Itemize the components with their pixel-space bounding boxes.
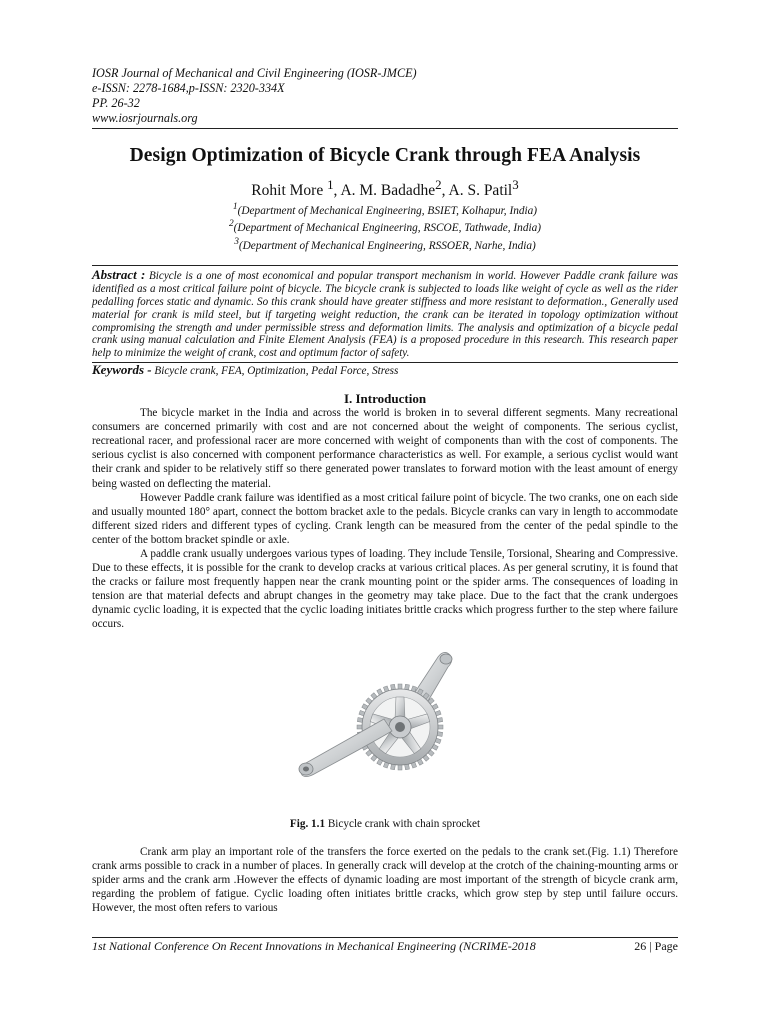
body-paragraph: A paddle crank usually undergoes various types of loading. They include Tensile, Torsional, Shearing and Compressive. Due to these effects, it is possible for the crank to develop cracks at various critical places. As per general scrutiny, it is found that the cracks or failure most frequently happen near the crank mounting point or the spider arms. The consequences of loading in tension are that material defects and abrupt changes in the geometry may take place. Due to the fact that the crank undergoes dynamic cyclic loading, it is expected that the cyclic loading initiates brittle cracks which progress further to the step where failure occurs. [92, 547, 678, 630]
author-separator: , [441, 182, 449, 200]
journal-website[interactable]: www.iosrjournals.org [92, 111, 198, 125]
author-superscript: 2 [435, 177, 442, 192]
affiliation [92, 201, 678, 218]
author-name: Rohit More [251, 182, 328, 200]
section-heading: I. Introduction [343, 391, 427, 407]
paper-title: Design Optimization of Bicycle Crank through FEA Analysis [129, 145, 641, 166]
affiliation-text: (Department of Mechanical Engineering, RSCOE, Tathwade, India) [233, 222, 542, 235]
figure-crank [92, 645, 678, 795]
keywords-label: Keywords - [92, 362, 152, 378]
affiliation [92, 218, 678, 235]
figure-caption-text: Bicycle crank with chain sprocket [325, 818, 481, 831]
journal-name: IOSR Journal of Mechanical and Civil Engineering (IOSR-JMCE) [92, 66, 417, 80]
body-paragraph: Crank arm play an important role of the transfers the force exerted on the pedals to the crank set.(Fig. 1.1) Therefore crank arms possible to crack in a number of places. In generally crack will develop at the crotch of the chaining-mounting arms or spider arms and the crank arm .However the effects of dynamic loading are most important of the strength of bicycle crank arm, regarding the problem of fatigue. Cyclic loading often initiates brittle cracks, which grow step by step until failure occurs. However, the most often refers to various [92, 846, 678, 915]
author-name: A. M. Badadhe [340, 182, 436, 200]
body-paragraph: However Paddle crank failure was identified as a most critical failure point of bicycle. The two cranks, one on each side and usually mounted 180° apart, connect the bottom bracket axle to the pedals. Bicycle cranks can vary in length to accommodate different sized riders and different types of cycling. Crank length can be measured from the center of the pedal spindle to the center of the bottom bracket spindle or axle. [92, 491, 678, 546]
author-separator: , [333, 182, 341, 200]
header-divider [92, 128, 678, 129]
crank-sprocket-illustration [288, 645, 478, 795]
abstract-box [92, 265, 678, 363]
affiliation-text: (Department of Mechanical Engineering, RSSOER, Narhe, India) [238, 239, 536, 252]
body-paragraph: The bicycle market in the India and across the world is broken in to several different segments. Many recreational consumers are concerned primarily with cost and are not concerned about the weight of components. The serious cyclist, recreational racer, and professional racer are more concerned with weight of components than with the cost of components. The serious cyclist is also concerned with component performance characteristics as well. For example, a serious cyclist would want their crank and spider to be relatively stiff so there generated power translates to forward motion with the least amount of energy being wasted on deflecting the material. [92, 407, 678, 490]
affiliation-text: (Department of Mechanical Engineering, BSIET, Kolhapur, India) [237, 204, 538, 217]
author-name: A. S. Patil [448, 182, 513, 200]
journal-header [92, 66, 678, 126]
abstract [92, 266, 678, 360]
footer-page-number: 26 | Page [634, 939, 678, 953]
affiliation-superscript: 1 [232, 202, 238, 213]
figure-caption [92, 817, 678, 831]
affiliation-list [92, 201, 678, 253]
page-body [92, 66, 678, 915]
keywords [92, 363, 678, 378]
abstract-text: Bicycle is a one of most economical and popular transport mechanism in world. However Paddle crank failure was identified as a most critical failure point of bicycle. The bicycle crank is subjected to loads like weight of cycle as well as the rider pedalling forces static and dynamic. So this crank should have greater stiffness and more resistant to deformation., Generally used material for crank is mild steel, but if targeting weight reduction, the crank can be iterated in topology optimization without compromising the strength and under permissible stress and deformation limits. The analysis and optimization of a bicycle pedal crank using manual calculation and Finite Element Analysis (FEA) is a proposed procedure in this research. This research paper help to minimize the weight of crank, cost and optimum factor of safety. [92, 269, 678, 360]
figure-caption-label: Fig. 1.1 [289, 818, 326, 831]
abstract-label: Abstract : [92, 266, 146, 282]
journal-issn: e-ISSN: 2278-1684,p-ISSN: 2320-334X [92, 81, 285, 95]
author-superscript: 3 [512, 177, 519, 192]
footer-conference: 1st National Conference On Recent Innovations in Mechanical Engineering (NCRIME-2018 [92, 939, 536, 953]
author-list [92, 176, 678, 200]
keywords-text: Bicycle crank, FEA, Optimization, Pedal Force, Stress [154, 365, 399, 378]
affiliation-superscript: 2 [228, 219, 234, 230]
affiliation-superscript: 3 [234, 236, 239, 247]
author-superscript: 1 [327, 177, 334, 192]
journal-pages: PP. 26-32 [92, 96, 140, 110]
page-footer [92, 937, 678, 954]
affiliation [92, 236, 678, 253]
